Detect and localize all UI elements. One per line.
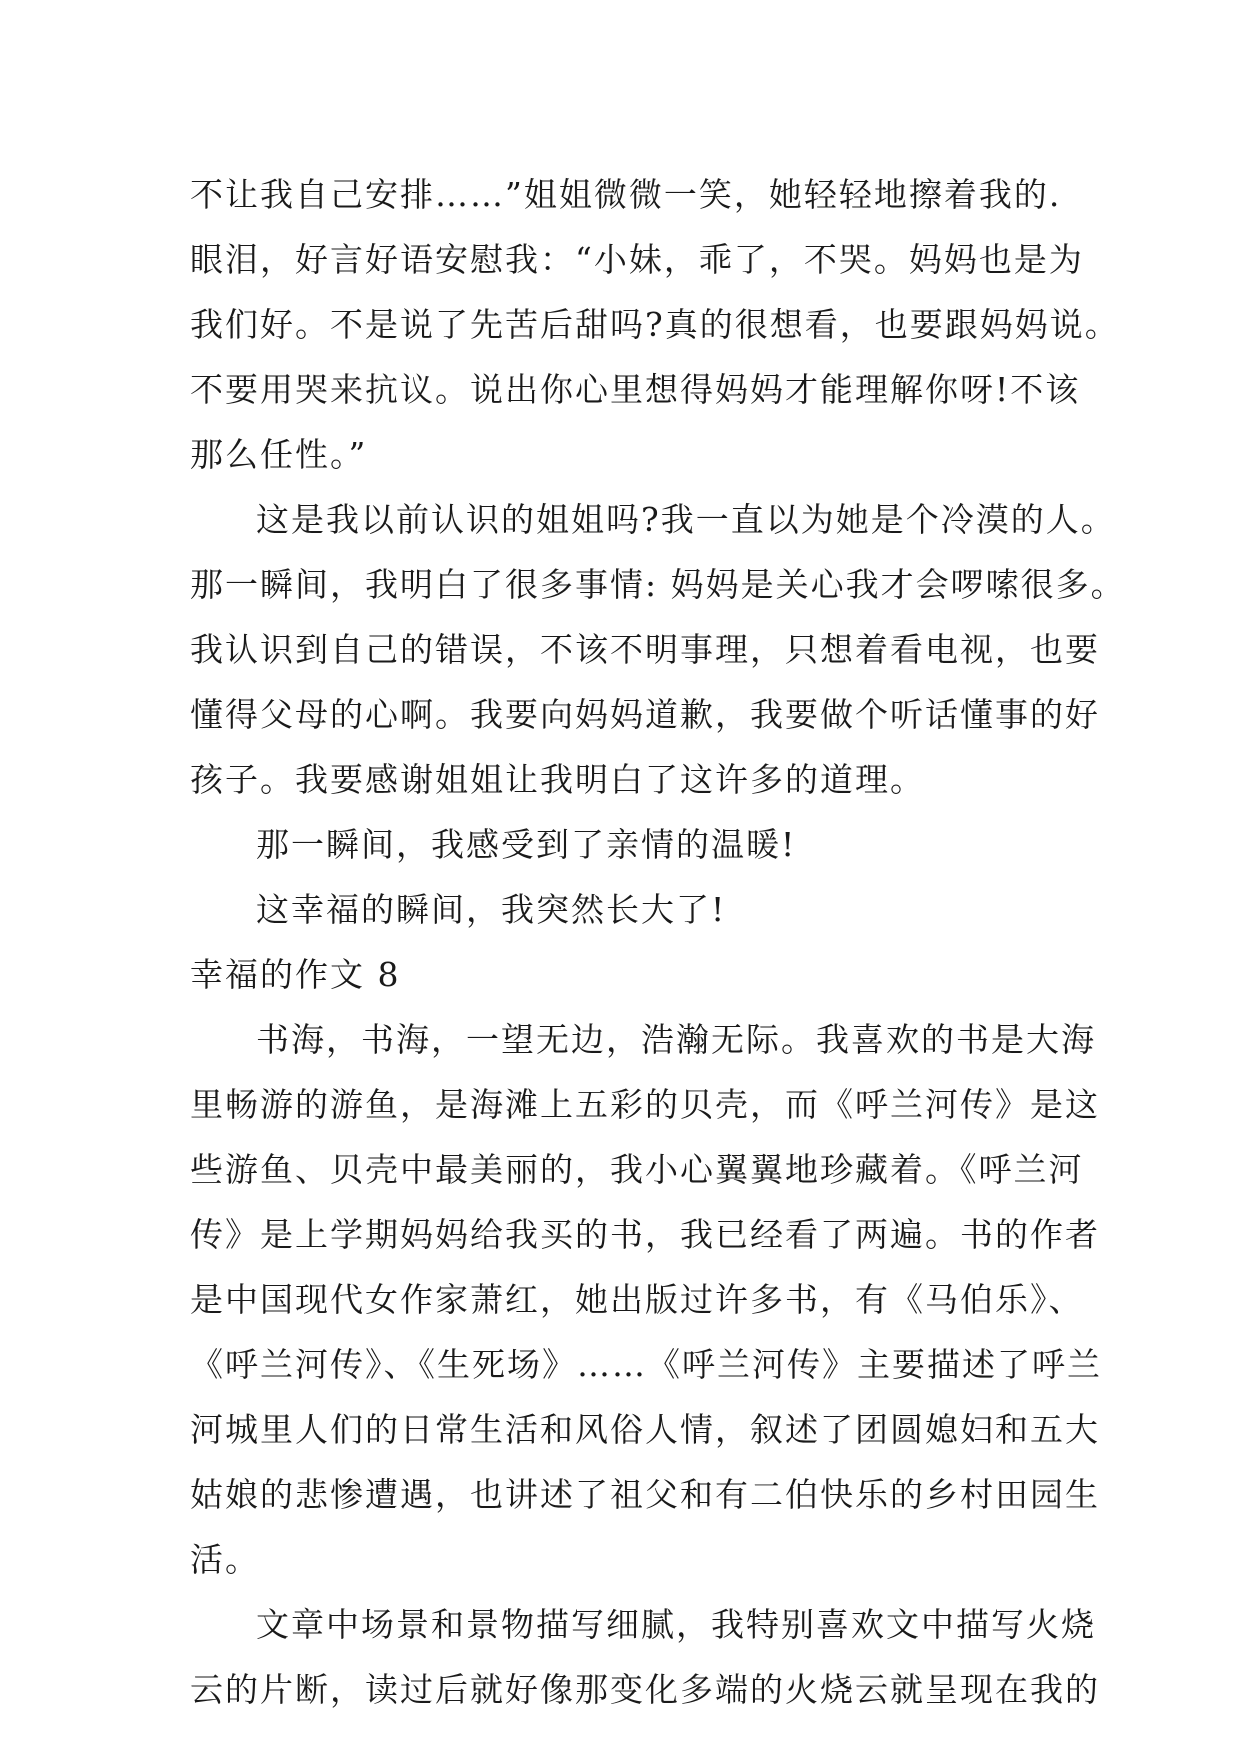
text-line: 不让我自己安排……”姐姐微微一笑，她轻轻地擦着我的.: [190, 175, 1062, 214]
text-line: 云的片断，读过后就好像那变化多端的火烧云就呈现在我的: [190, 1670, 1100, 1709]
text-line: 是中国现代女作家萧红，她出版过许多书，有《马伯乐》、: [190, 1280, 1084, 1319]
text-line: 我认识到自己的错误，不该不明事理，只想着看电视，也要: [190, 630, 1100, 669]
text-line: 我们好。不是说了先苦后甜吗?真的很想看，也要跟妈妈说。: [190, 305, 1120, 344]
text-line: 那么任性。”: [190, 435, 368, 474]
text-line: 里畅游的游鱼，是海滩上五彩的贝壳，而《呼兰河传》是这: [190, 1085, 1100, 1124]
section-heading: 幸福的作文 8: [190, 955, 401, 994]
paragraph-start-line: 书海，书海，一望无边，浩瀚无际。我喜欢的书是大海: [256, 1020, 1096, 1059]
text-line: 那一瞬间，我明白了很多事情: 妈妈是关心我才会啰嗦很多。: [190, 565, 1126, 604]
text-line: 传》是上学期妈妈给我买的书，我已经看了两遍。书的作者: [190, 1215, 1100, 1254]
text-line: 懂得父母的心啊。我要向妈妈道歉，我要做个听话懂事的好: [190, 695, 1100, 734]
text-line: 不要用哭来抗议。说出你心里想得妈妈才能理解你呀!不该: [190, 370, 1081, 409]
paragraph-start-line: 这是我以前认识的姐姐吗?我一直以为她是个冷漠的人。: [256, 500, 1116, 539]
text-line: 姑娘的悲惨遭遇，也讲述了祖父和有二伯快乐的乡村田园生: [190, 1475, 1100, 1514]
text-line: 活。: [190, 1540, 260, 1579]
text-line: 《呼兰河传》、《生死场》……《呼兰河传》主要描述了呼兰: [190, 1345, 1102, 1384]
paragraph-start-line: 那一瞬间，我感受到了亲情的温暖!: [256, 825, 797, 864]
paragraph-start-line: 文章中场景和景物描写细腻，我特别喜欢文中描写火烧: [256, 1605, 1096, 1644]
text-line: 眼泪，好言好语安慰我：“小妹，乖了，不哭。妈妈也是为: [190, 240, 1084, 279]
paragraph-start-line: 这幸福的瞬间，我突然长大了!: [256, 890, 727, 929]
document-body: [190, 162, 1126, 1722]
text-line: 河城里人们的日常生活和风俗人情，叙述了团圆媳妇和五大: [190, 1410, 1100, 1449]
text-line: 孩子。我要感谢姐姐让我明白了这许多的道理。: [190, 760, 925, 799]
text-line: 些游鱼、贝壳中最美丽的，我小心翼翼地珍藏着。《呼兰河: [190, 1150, 1084, 1189]
